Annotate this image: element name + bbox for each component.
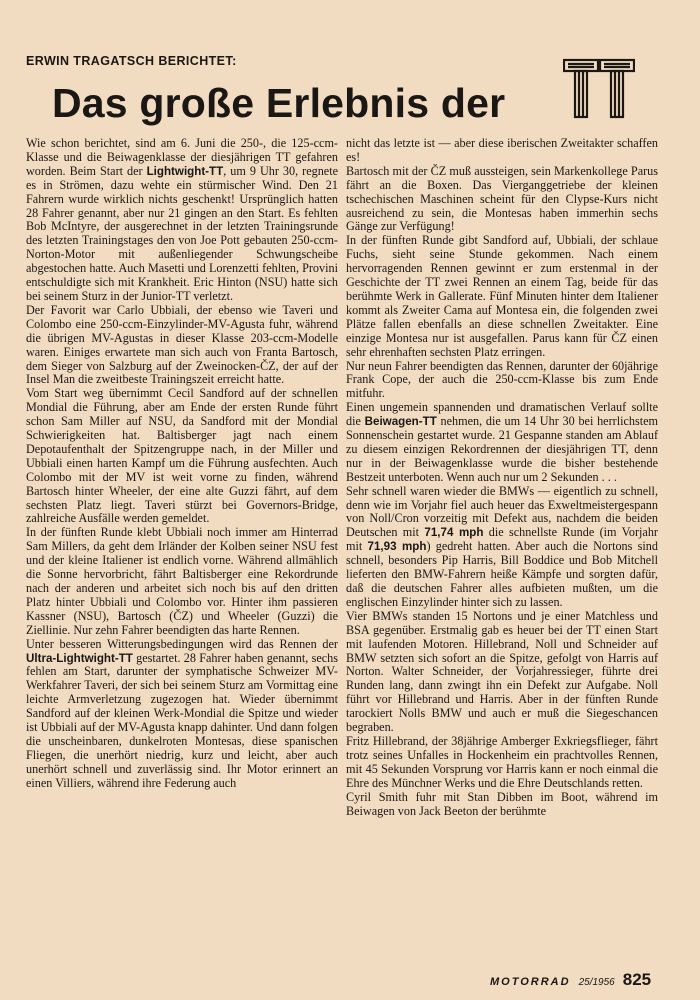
page-footer [490,970,651,990]
race-name-sidecar: Beiwagen-TT [364,415,437,429]
paragraph: Sehr schnell waren wieder die BMWs — eigentlich zu schnell, denn wie im Vorjahr fiel auch heuer das Exweltmeistergespann von Noll/Cron vorzeitig mit Defekt aus, nachdem die beiden Deutschen mit 71,74 mph die schnellste Runde (im Vorjahr mit 71,93 mph) gedreht hatten. Aber auch die Nortons sind schnell, besonders Pip Harris, Bill Boddice und Bob Mitchell lieferten den BMW-Fahrern heiße Kämpfe und sorgten dafür, daß die deutschen Fahrer alles aufbieten mußten, um die englischen Einzylinder hinter sich zu lassen. [346,483,658,609]
paragraph: In der fünften Runde klebt Ubbiali noch immer am Hinterrad Sam Millers, da geht dem Irländer der Kolben seiner NSU fest und der kleine Italiener ist endlich vorne. Während allmählich die Sonne hervorbricht, fährt Baltisberger eine Rekordrunde nach der anderen und arbeitet sich noch bis auf den dritten Platz hinter Ubbiali und Colombo vor. Hinter ihm passieren Kassner (NSU), Bartosch (ČZ) und Wheeler (Guzzi) die Ziellinie. Nur zehn Fahrer beendigten das harte Rennen. [26,525,338,637]
article-kicker: ERWIN TRAGATSCH BERICHTET: [26,54,237,68]
tt-logo [563,58,635,120]
issue-number: 25/1956 [578,977,615,988]
paragraph: Cyril Smith fuhr mit Stan Dibben im Boot, während im Beiwagen von Jack Beeton der berühmte [346,789,658,818]
paragraph: Der Favorit war Carlo Ubbiali, der ebenso wie Taveri und Colombo eine 250-ccm-Einzylinder-MV-Agusta fuhr, während die übrigen MV-Agustas in dieser Klasse 203-ccm-Modelle waren. Einiges erwartete man sich auch von Franta Bartosch, dem Sieger von Salzburg auf der Zweinocken-ČZ, der auf der Insel Man die zweitbeste Trainingszeit erreicht hatte. [26,302,338,387]
paragraph: Einen ungemein spannenden und dramatischen Verlauf sollte die Beiwagen-TT nehmen, die um 14 Uhr 30 bei herrlichstem Sonnenschein gestartet wurde. 21 Gespanne standen am Ablauf zu diesem einzigen Rekordrennen der diesjährigen TT, denn nur in der Beiwagenklasse wurde die bisher bestehende Bestzeit unterboten. Wenn auch nur um 2 Sekunden . . . [346,400,658,484]
paragraph: Vom Start weg übernimmt Cecil Sandford auf der schnellen Mondial die Führung, aber am Ende der ersten Runde führt schon Sam Miller auf NSU, da Sandford mit der Mondial Schwierigkeiten hat. Baltisberger jagt nach einem Depotaufenthalt der Spitzengruppe nach, in der Miller und Ubbiali einen harten Kampf um die Führung ausfechten. Auch Colombo mit der MV ist weit vorne zu finden, während Bartosch hinter Wheeler, der eine alte Guzzi fährt, auf dem sechsten Platz liegt. Taveri stürzt bei Governors-Bridge, zahlreiche Ausfälle werden gemeldet. [26,386,338,526]
magazine-name: MOTORRAD [490,976,571,988]
paragraph: nicht das letzte ist — aber diese iberischen Zweitakter schaffen es! [346,136,658,164]
page-number: 825 [622,970,652,989]
race-name-lightweight: Lightwight-TT [146,164,224,178]
article-column-left [26,137,338,791]
lap-speed-previous: 71,93 mph [367,540,427,554]
lap-speed: 71,74 mph [424,526,484,540]
paragraph: Unter besseren Witterungsbedingungen wird das Rennen der Ultra-Lightwight-TT gestartet. 28 Fahrer haben genannt, sechs fehlen am Start, darunter der symphatische Schweizer MV-Werkfahrer Taveri, der sich bei seinem Sturz am Vormittag eine leichte Armverletzung zugezogen hat. Wieder übernimmt Sandford auf der kleinen Werk-Mondial die Spitze und wieder ist Ubbiali auf der MV-Agusta knapp dahinter. Und dann folgen die unscheinbaren, dunkelroten Montesas, diese spanischen Fliegen, die unerhört niedrig, kurz und leicht, aber auch unerhört schnell und zuverlässig sind. Ihr Motor erinnert an einen Villiers, während ihre Federung auch [26,636,338,790]
paragraph: Nur neun Fahrer beendigten das Rennen, darunter der 60jährige Frank Cope, der auch die 250-ccm-Klasse bis zum Ende mitfuhr. [346,358,658,401]
paragraph: Vier BMWs standen 15 Nortons und je einer Matchless und BSA gegenüber. Erstmalig gab es heuer bei der TT einen Start mit laufenden Motoren. Hillebrand, Noll und Schneider auf BMW setzten sich sofort an die Spitze, gefolgt von Harris auf Norton. Walter Schneider, der Vorjahressieger, führte drei Runden lang, dann zwingt ihn ein Defekt zur Aufgabe. Noll führt vor Hillebrand und Harris. Aber in der fünften Runde tarockiert Nolls BMW und auch er muß die Siegeschancen begraben. [346,608,658,735]
paragraph: Wie schon berichtet, sind am 6. Juni die 250-, die 125-ccm-Klasse und die Beiwagenklasse der diesjährigen TT gefahren worden. Beim Start der Lightwight-TT, um 9 Uhr 30, regnete es in Strömen, dazu wehte ein stürmischer Wind. Den 21 Fahrern wurde wirklich nichts geschenkt! Ursprünglich hatten 28 Fahrer genannt, aber nur 21 gingen an den Start. Es fehlten Bob McIntyre, der ausgerechnet in der letzten Trainingsrunde des letzten Trainingstages den von Joe Pott gebauten 250-ccm-Norton-Motor mit außenliegender Schwungscheibe abgestochen hatte. Auch Masetti und Lorenzetti fehlten, Provini entschuldigte sich mit Krankheit. Eric Hinton (NSU) hatte sich bei seinem Sturz in der Junior-TT verletzt. [26,136,338,303]
paragraph: In der fünften Runde gibt Sandford auf, Ubbiali, der schlaue Fuchs, sieht seine Stunde gekommen. Nach einem hervorragenden Rennen gewinnt er zum erstenmal in der Geschichte der TT zwei Rennen an einem Tag, beide für das berühmte Werk in Gallerate. Fünf Minuten hinter dem Italiener kommt als Zweiter Cama auf Montesa ein, die folgenden zwei Plätze fallen ebenfalls an diese schnellen Zweitakter. Eine einzige Montesa nur ist ausgefallen. Parus kann für ČZ einen sehr ehrenhaften sechsten Platz erringen. [346,233,658,359]
paragraph: Bartosch mit der ČZ muß aussteigen, sein Markenkollege Parus fährt an die Boxen. Das Vierganggetriebe der kleinen tschechischen Maschinen scheint für den Clypse-Kurs nicht ausreichend zu sein, die Montesas haben immerhin sechs Gänge zur Verfügung! [346,163,658,234]
race-name-ultra-lightweight: Ultra-Lightwight-TT [26,651,133,665]
paragraph: Fritz Hillebrand, der 38jährige Amberger Exkriegsflieger, fährt trotz seines Unfalles in Hockenheim ein prachtvolles Rennen, mit 45 Sekunden Vorsprung vor Harris kann er noch einmal die Ehre des Münchner Werks und die Ehre Deutschlands retten. [346,733,658,790]
article-column-right [346,137,658,818]
article-headline: Das große Erlebnis der [52,80,506,126]
